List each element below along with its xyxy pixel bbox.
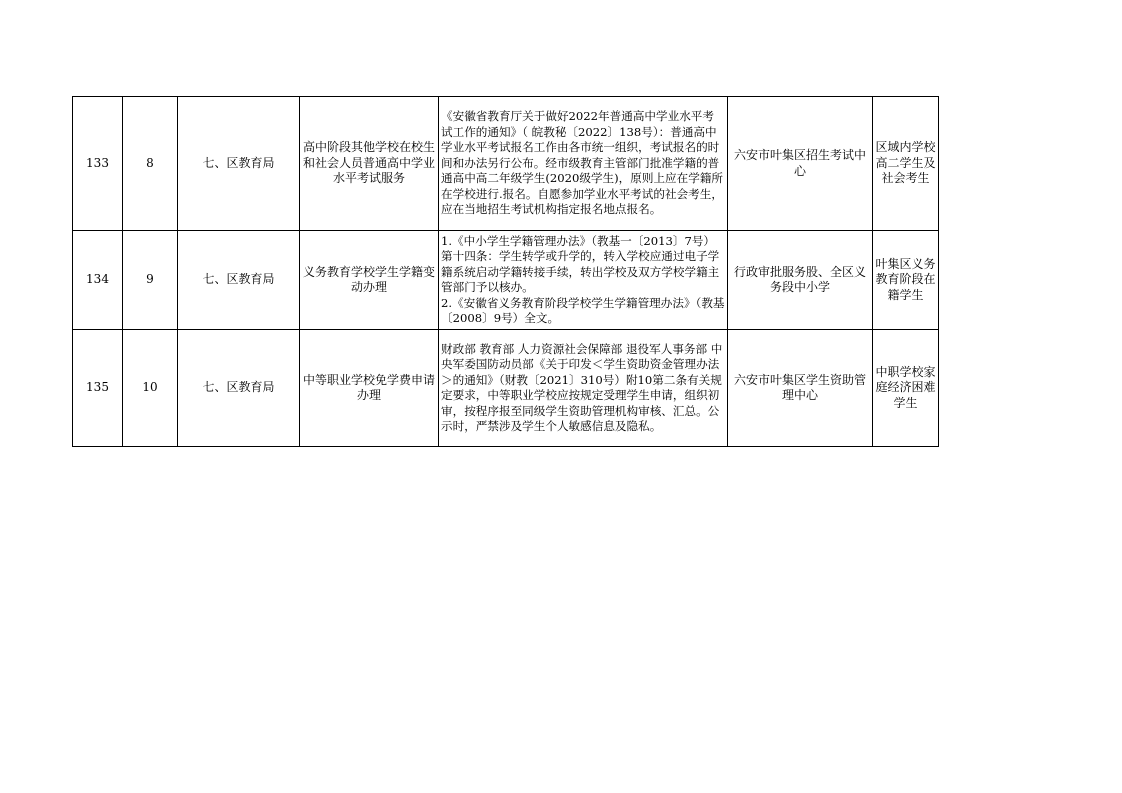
row-index: 133 <box>73 97 123 231</box>
row-sub-index: 8 <box>123 97 178 231</box>
row-sub-index: 9 <box>123 231 178 330</box>
row-implementer: 行政审批服务股、全区义务段中小学 <box>728 231 873 330</box>
row-department: 七、区教育局 <box>178 330 300 447</box>
row-target: 中职学校家庭经济困难学生 <box>873 330 939 447</box>
row-target: 叶集区义务教育阶段在籍学生 <box>873 231 939 330</box>
row-item-name: 义务教育学校学生学籍变动办理 <box>300 231 439 330</box>
row-implementer: 六安市叶集区招生考试中心 <box>728 97 873 231</box>
row-index: 135 <box>73 330 123 447</box>
row-index: 134 <box>73 231 123 330</box>
row-basis: 《安徽省教育厅关于做好2022年普通高中学业水平考试工作的通知》（ 皖教秘〔2022〕138号）：普通高中学业水平考试报名工作由各市统一组织，考试报名的时间和办法另行公布。经市级教育主管部门批准学籍的普通高中高二年级学生(2020级学生)，原则上应在学籍所在学校进行.报名。自愿参加学业水平考试的社会考生，应在当地招生考试机构指定报名地点报名。 <box>439 97 728 231</box>
row-department: 七、区教育局 <box>178 97 300 231</box>
row-target: 区域内学校高二学生及社会考生 <box>873 97 939 231</box>
row-sub-index: 10 <box>123 330 178 447</box>
row-basis: 财政部 教育部 人力资源社会保障部 退役军人事务部 中央军委国防动员部《关于印发＜学生资助资金管理办法＞的通知》（财教〔2021〕310号）附10第二条有关规定要求，中等职业学校应按规定受理学生申请，组织初审，按程序报至同级学生资助管理机构审核、汇总。公示时，严禁涉及学生个人敏感信息及隐私。 <box>439 330 728 447</box>
table-row <box>73 231 939 330</box>
table-row <box>73 330 939 447</box>
table-row <box>73 97 939 231</box>
row-basis: 1.《中小学生学籍管理办法》（教基一〔2013〕7号）第十四条：学生转学或升学的，转入学校应通过电子学籍系统启动学籍转接手续，转出学校及双方学校学籍主管部门予以核办。 2.《安徽省义务教育阶段学校学生学籍管理办法》（教基〔2008〕9号）全文。 <box>439 231 728 330</box>
row-implementer: 六安市叶集区学生资助管理中心 <box>728 330 873 447</box>
row-item-name: 中等职业学校免学费申请办理 <box>300 330 439 447</box>
row-item-name: 高中阶段其他学校在校生和社会人员普通高中学业水平考试服务 <box>300 97 439 231</box>
row-department: 七、区教育局 <box>178 231 300 330</box>
service-items-table <box>72 96 939 447</box>
